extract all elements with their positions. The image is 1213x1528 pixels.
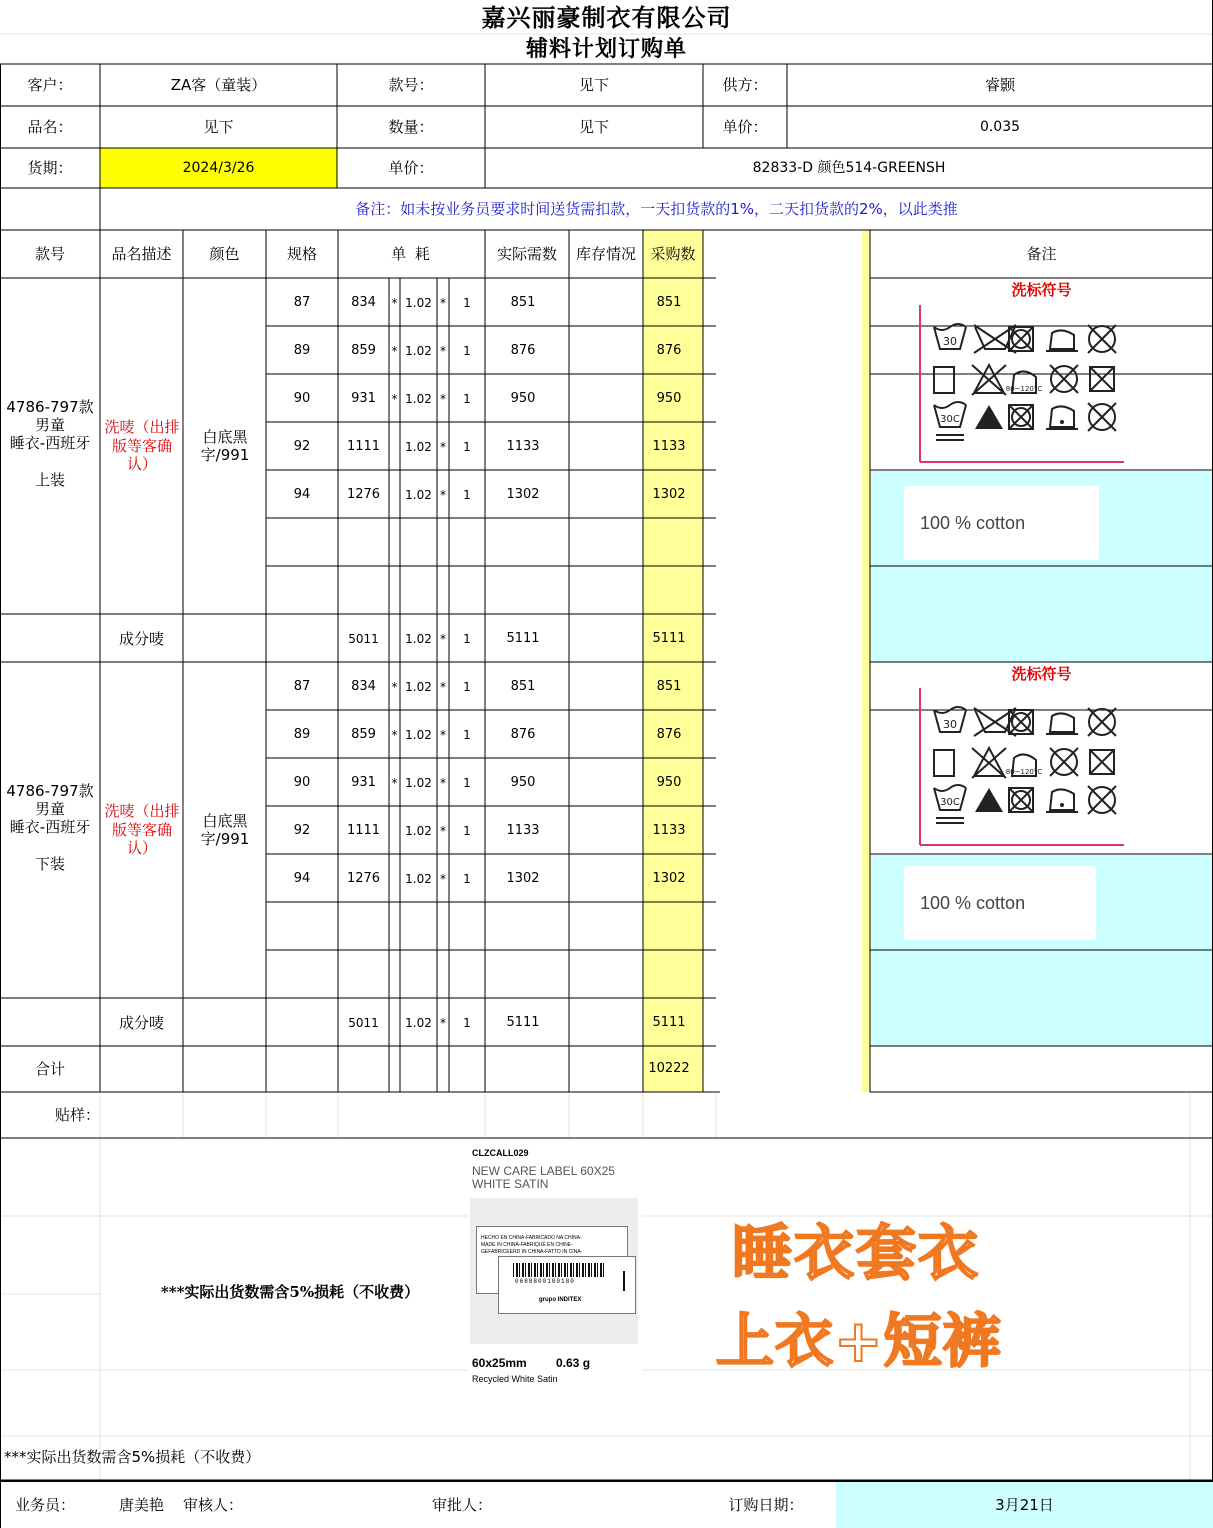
col-actual: 实际需数 [496, 245, 557, 263]
sample-label: 贴样： [54, 1106, 100, 1124]
care-symbols-panel-1 [912, 305, 1128, 465]
white-overlay [716, 232, 862, 1096]
col-purchase: 采购数 [650, 245, 696, 263]
order-date-value: 3月21日 [995, 1496, 1054, 1514]
fabric-label-1: 100 % cotton [904, 486, 1099, 560]
quantity-label: 数量： [388, 118, 434, 136]
col-size: 规格 [286, 245, 317, 263]
product-label: 品名： [27, 118, 73, 136]
reviewer-label: 审核人： [183, 1496, 244, 1514]
delivery-date: 2024/3/26 [182, 159, 255, 176]
total-purchase: 10222 [648, 1061, 690, 1077]
sample-weight: 0.63 g [556, 1356, 591, 1370]
sample-size: 60x25mm [472, 1356, 527, 1370]
col-desc: 品名描述 [111, 245, 172, 263]
supplier-value: 睿颢 [984, 76, 1015, 94]
label-photo [470, 1198, 638, 1344]
salesperson-value: 唐美艳 [118, 1496, 164, 1514]
col-style: 款号 [34, 245, 65, 263]
care-symbols-panel-2 [912, 688, 1128, 848]
section-1-color: 白底黑字/991 [200, 428, 250, 464]
col-remark: 备注 [1026, 245, 1057, 263]
care-symbols-title-1: 洗标符号 [1011, 281, 1072, 299]
section-1-desc: 洗唛（出排版等客确认） [104, 417, 180, 474]
care-symbols-icon [912, 305, 1128, 465]
section-2-color: 白底黑字/991 [200, 812, 250, 848]
order-date-label: 订购日期： [728, 1496, 804, 1514]
svg-text:30: 30 [943, 335, 957, 348]
penalty-note: 备注：如未按业务员要求时间送货需扣款，一天扣货款的1%，二天扣货款的2%，以此类推 [355, 200, 958, 218]
customer-value: ZA客（童装） [170, 76, 267, 94]
fabric-label-2: 100 % cotton [904, 866, 1096, 940]
supplier-label: 供方： [722, 76, 768, 94]
delivery-label: 货期： [27, 159, 73, 177]
section-2-style: 4786-797款 男童 睡衣-西班牙 下装 [6, 782, 94, 873]
section-1-style: 4786-797款 男童 睡衣-西班牙 上装 [6, 398, 94, 489]
svg-text:30C: 30C [940, 414, 960, 425]
label-front: 0688800180180 grupo INDITEX [498, 1256, 636, 1314]
care-symbols-icon [912, 688, 1128, 848]
sample-name-2: WHITE SATIN [472, 1177, 549, 1191]
style-value: 见下 [578, 76, 609, 94]
footer-loss-note: ***实际出货数需含5%损耗（不收费） [4, 1448, 261, 1466]
svg-text:80~120°C: 80~120°C [1005, 768, 1043, 776]
barcode-icon [513, 1263, 605, 1277]
salesperson-label: 业务员： [14, 1496, 75, 1514]
sample-care-label-image [468, 1146, 642, 1390]
svg-text:80~120°C: 80~120°C [1005, 385, 1043, 393]
sample-material: Recycled White Satin [472, 1374, 558, 1384]
style-label: 款号： [388, 76, 434, 94]
customer-label: 客户： [27, 76, 73, 94]
quantity-value: 见下 [578, 118, 609, 136]
price-label: 单价： [722, 118, 768, 136]
document-title: 辅料计划订购单 [525, 36, 687, 63]
pajama-set-wordart: 睡衣套衣 上衣+短裤 [716, 1219, 1002, 1375]
section-2-desc: 洗唛（出排版等客确认） [104, 801, 180, 858]
sample-loss-note: ***实际出货数需含5%损耗（不收费） [160, 1283, 420, 1301]
label-back: HECHO EN CHINA-FABRICADO NA CHINA- MADE IN CHINA-FABRIQUÉ EN CHINE- GEFABRICEERD IN CHINA-FATTO IN CINA- [476, 1226, 628, 1294]
sample-code: CLZCALL029 [472, 1148, 529, 1158]
col-color: 颜色 [209, 245, 240, 263]
unit-value: 82833-D 颜色514-GREENSH [752, 159, 946, 176]
col-consumption: 单 耗 [391, 245, 432, 263]
sample-name-1: NEW CARE LABEL 60X25 [472, 1164, 615, 1178]
approver-label: 审批人： [431, 1496, 492, 1514]
svg-text:30: 30 [943, 718, 957, 731]
unit-label: 单价： [388, 159, 434, 177]
price-value: 0.035 [979, 118, 1021, 135]
col-stock: 库存情况 [575, 245, 636, 263]
total-label: 合计 [34, 1060, 65, 1078]
care-symbols-title-2: 洗标符号 [1011, 665, 1072, 683]
svg-text:30C: 30C [940, 797, 960, 808]
product-value: 见下 [203, 118, 234, 136]
company-title: 嘉兴丽豪制衣有限公司 [481, 2, 732, 32]
purchase-column-fill-strip [862, 230, 870, 1092]
